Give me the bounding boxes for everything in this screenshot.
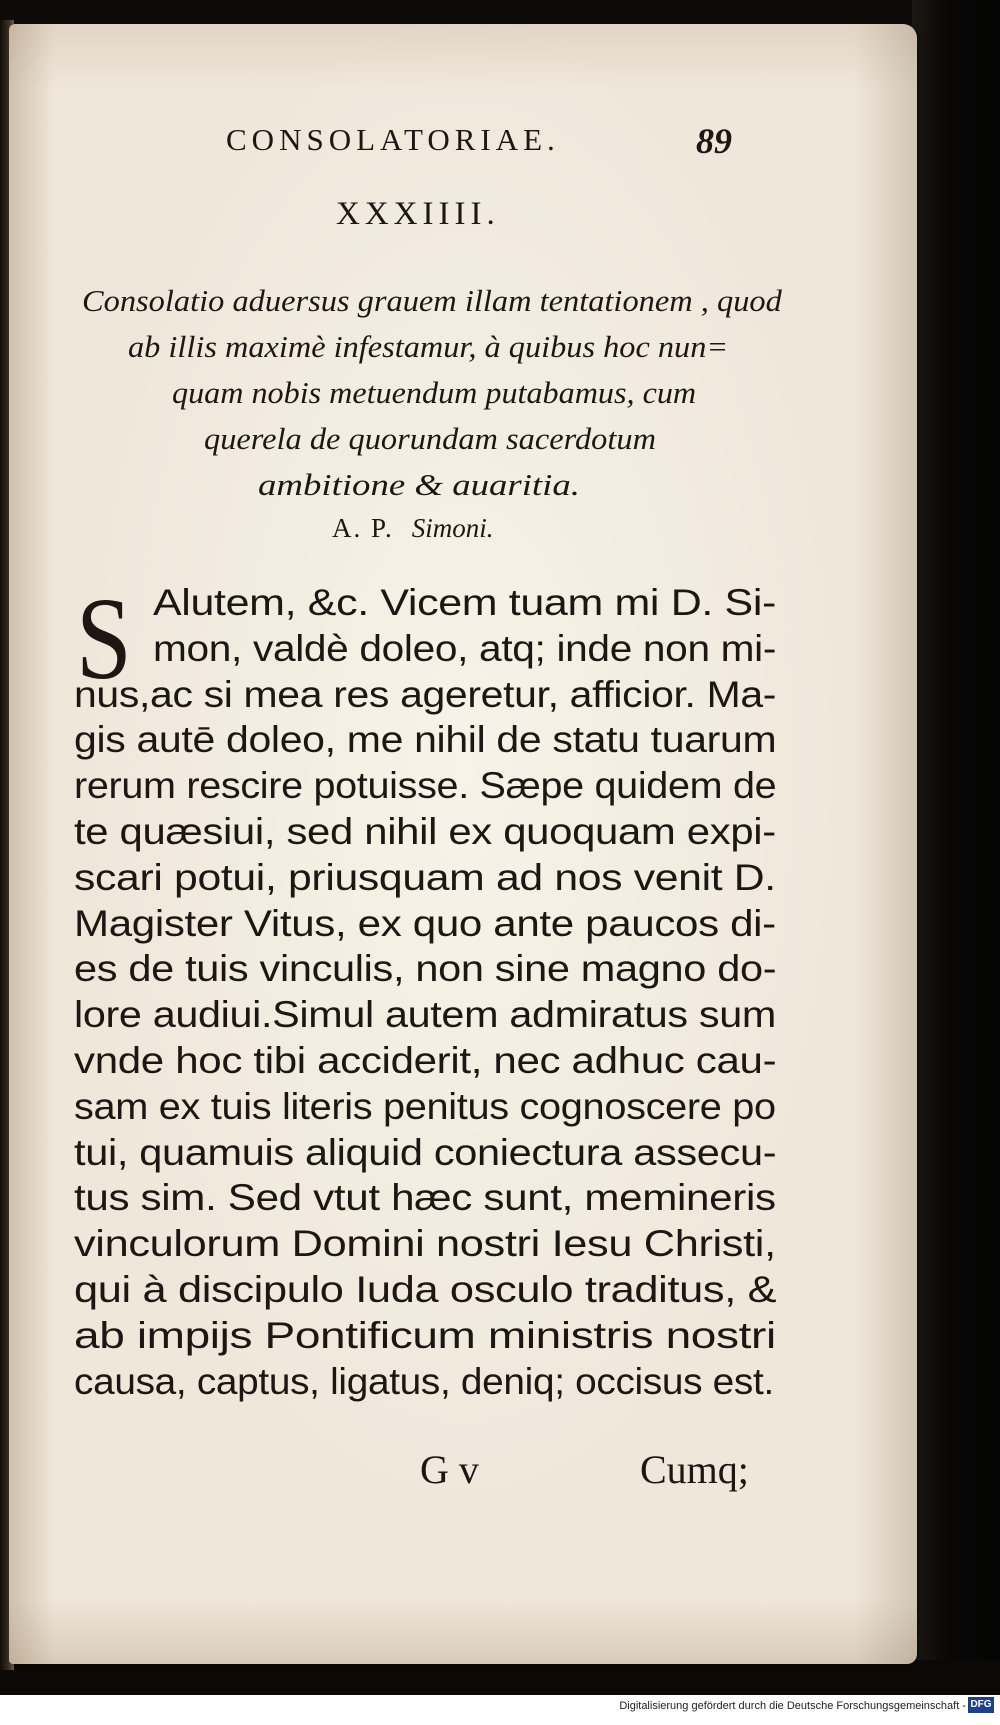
body-text-line: qui à discipulo Iuda osculo traditus, & [74,1269,777,1310]
body-text-line: Magister Vitus, ex quo ante paucos di- [74,902,776,944]
body-text-line: Alutem, &c. Vicem tuam mi D. Si- [153,582,777,623]
catchword: Cumq; [640,1447,749,1492]
body-text-line: rerum rescire potuisse. Sæpe quidem de [74,765,777,807]
running-head: CONSOLATORIAE. [226,122,560,157]
body-text-line: gis autē doleo, me nihil de statu tuarum [74,719,777,761]
body-text-line: vnde hoc tibi acciderit, nec adhuc cau- [74,1040,777,1081]
body-text-line: causa, captus, ligatus, deniq; occisus est. [74,1360,774,1402]
addressee-name: Simoni. [411,513,494,543]
body-text-line: mon, valdè doleo, atq; inde non mi- [153,627,777,669]
body-text-line: lore audiui.Simul autem admiratus sum [74,994,776,1036]
page-number: 89 [696,121,732,161]
subtitle-line: quam nobis metuendum putabamus, cum [172,375,697,410]
subtitle-line: Consolatio aduersus grauem illam tentationem , quod [82,283,782,318]
digitization-credit: Digitalisierung gefördert durch die Deutsche Forschungsgemeinschaft - [619,1700,966,1712]
subtitle-line: ambitione & auaritia. [258,467,580,502]
book-cover-bottom [0,1660,1000,1695]
body-text-line: vinculorum Domini nostri Iesu Christi, [74,1223,776,1265]
dfg-logo: DFG [968,1697,994,1713]
body-text-line: tui, quamuis aliquid coniectura assecu- [74,1131,777,1173]
body-text-line: tus sim. Sed vtut hæc sunt, memineris [74,1177,776,1219]
body-text-line: te quæsiui, sed nihil ex quoquam expi- [74,811,776,852]
signature-mark: G v [420,1447,479,1492]
book-cover-right [912,0,1000,1675]
body-text-line: nus,ac si mea res ageretur, afficior. Ma- [74,673,777,715]
addressee-initials: A. P. [332,513,394,543]
subtitle-line: ab illis maximè infestamur, à quibus hoc nun= [128,329,729,364]
body-text-line: sam ex tuis literis penitus cognoscere po [74,1085,776,1127]
body-text-line: es de tuis vinculis, non sine magno do- [74,948,777,990]
section-number: XXXIIII. [336,196,500,232]
body-text-line: ab impijs Pontificum ministris nostri [74,1314,776,1356]
body-text-line: scari potui, priusquam ad nos venit D. [74,856,776,898]
addressee [332,513,494,544]
drop-cap-initial: S [76,573,132,704]
subtitle-line: querela de quorundam sacerdotum [204,421,656,456]
